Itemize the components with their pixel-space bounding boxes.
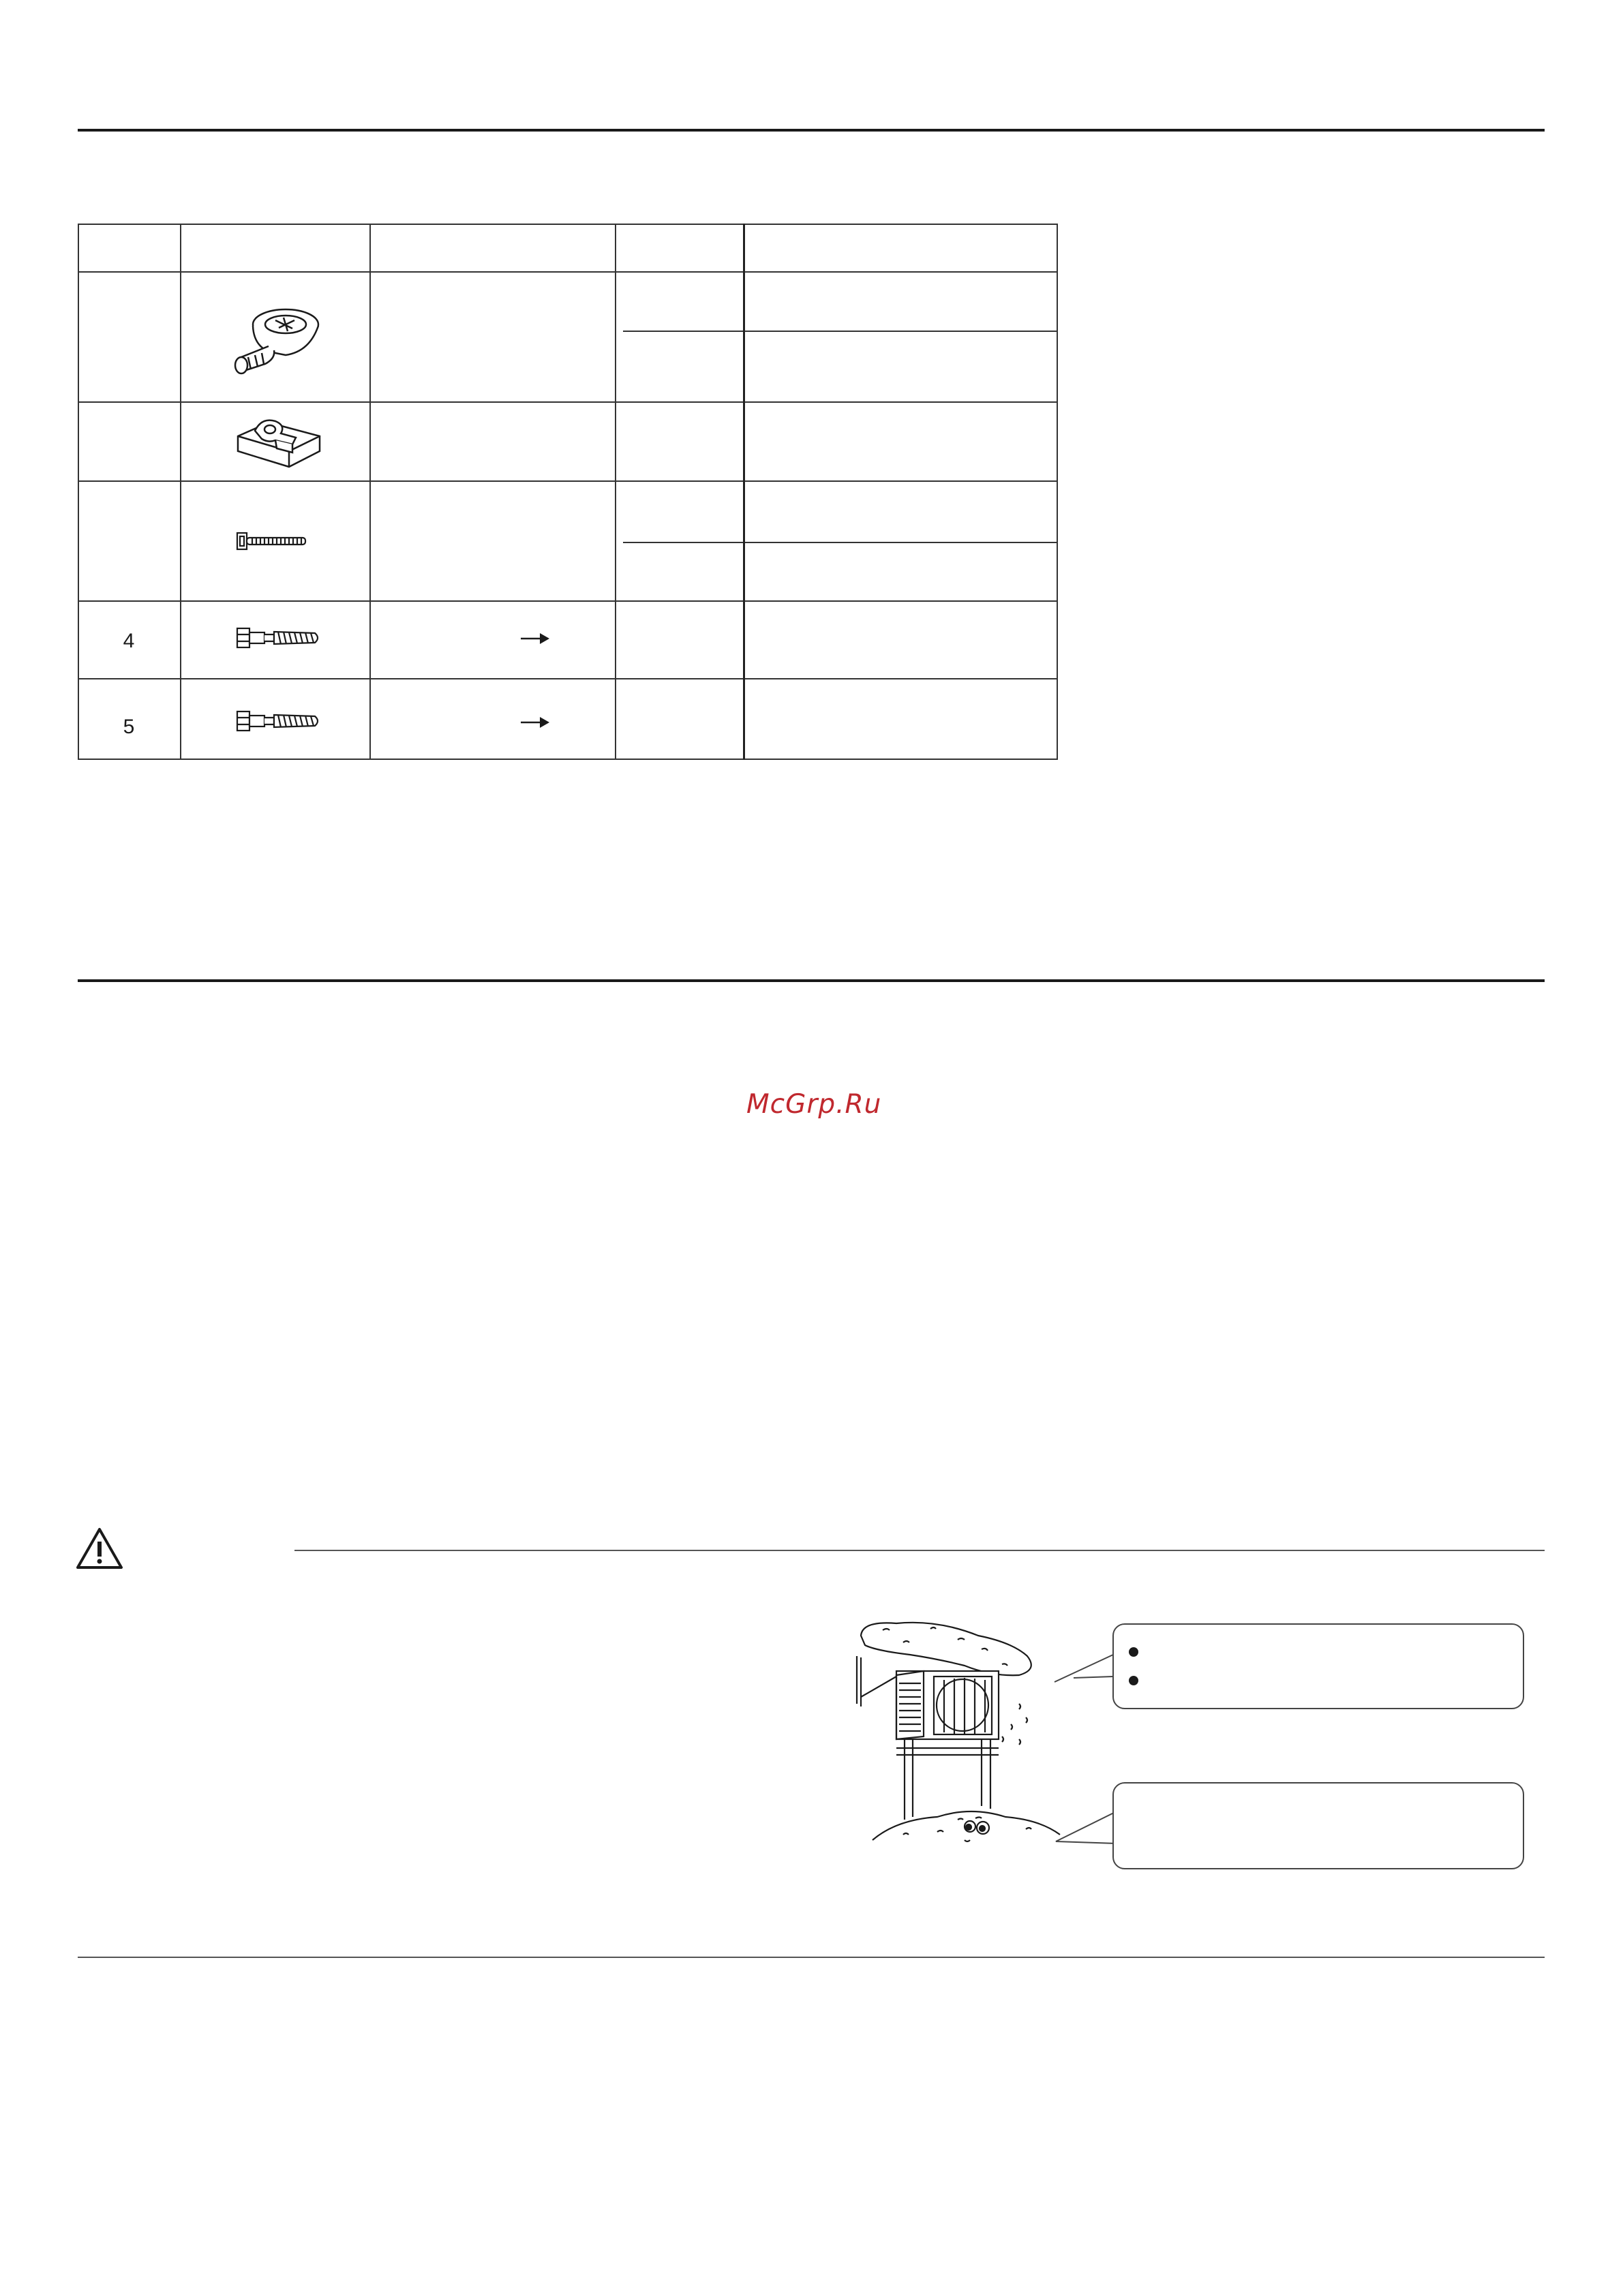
warning-triangle-icon (75, 1527, 124, 1570)
snow-outdoor-unit-illustration (855, 1615, 1080, 1867)
bullet-dot (1129, 1647, 1138, 1657)
row-number: 5 (123, 716, 135, 738)
warning-rule (294, 1550, 1545, 1551)
callout-pointer (1053, 1648, 1114, 1702)
middle-section-rule (78, 979, 1545, 982)
callout-pointer (1053, 1806, 1118, 1847)
top-section-rule (78, 129, 1545, 132)
callout-box-bottom (1112, 1782, 1524, 1869)
bolt-image (234, 624, 323, 652)
callout-box-top (1112, 1623, 1524, 1709)
bolt-image (234, 707, 323, 735)
right-arrow-icon (519, 714, 551, 731)
bullet-dot (1129, 1676, 1138, 1685)
drain-elbow-image (228, 304, 330, 386)
bottom-section-rule (78, 1957, 1545, 1958)
accessory-parts-table (78, 224, 1058, 760)
cable-tie-image (234, 527, 309, 555)
watermark-text: McGrp.Ru (746, 1089, 882, 1120)
row-number: 4 (123, 630, 135, 652)
rubber-cap-image (228, 409, 330, 477)
right-arrow-icon (519, 630, 551, 647)
